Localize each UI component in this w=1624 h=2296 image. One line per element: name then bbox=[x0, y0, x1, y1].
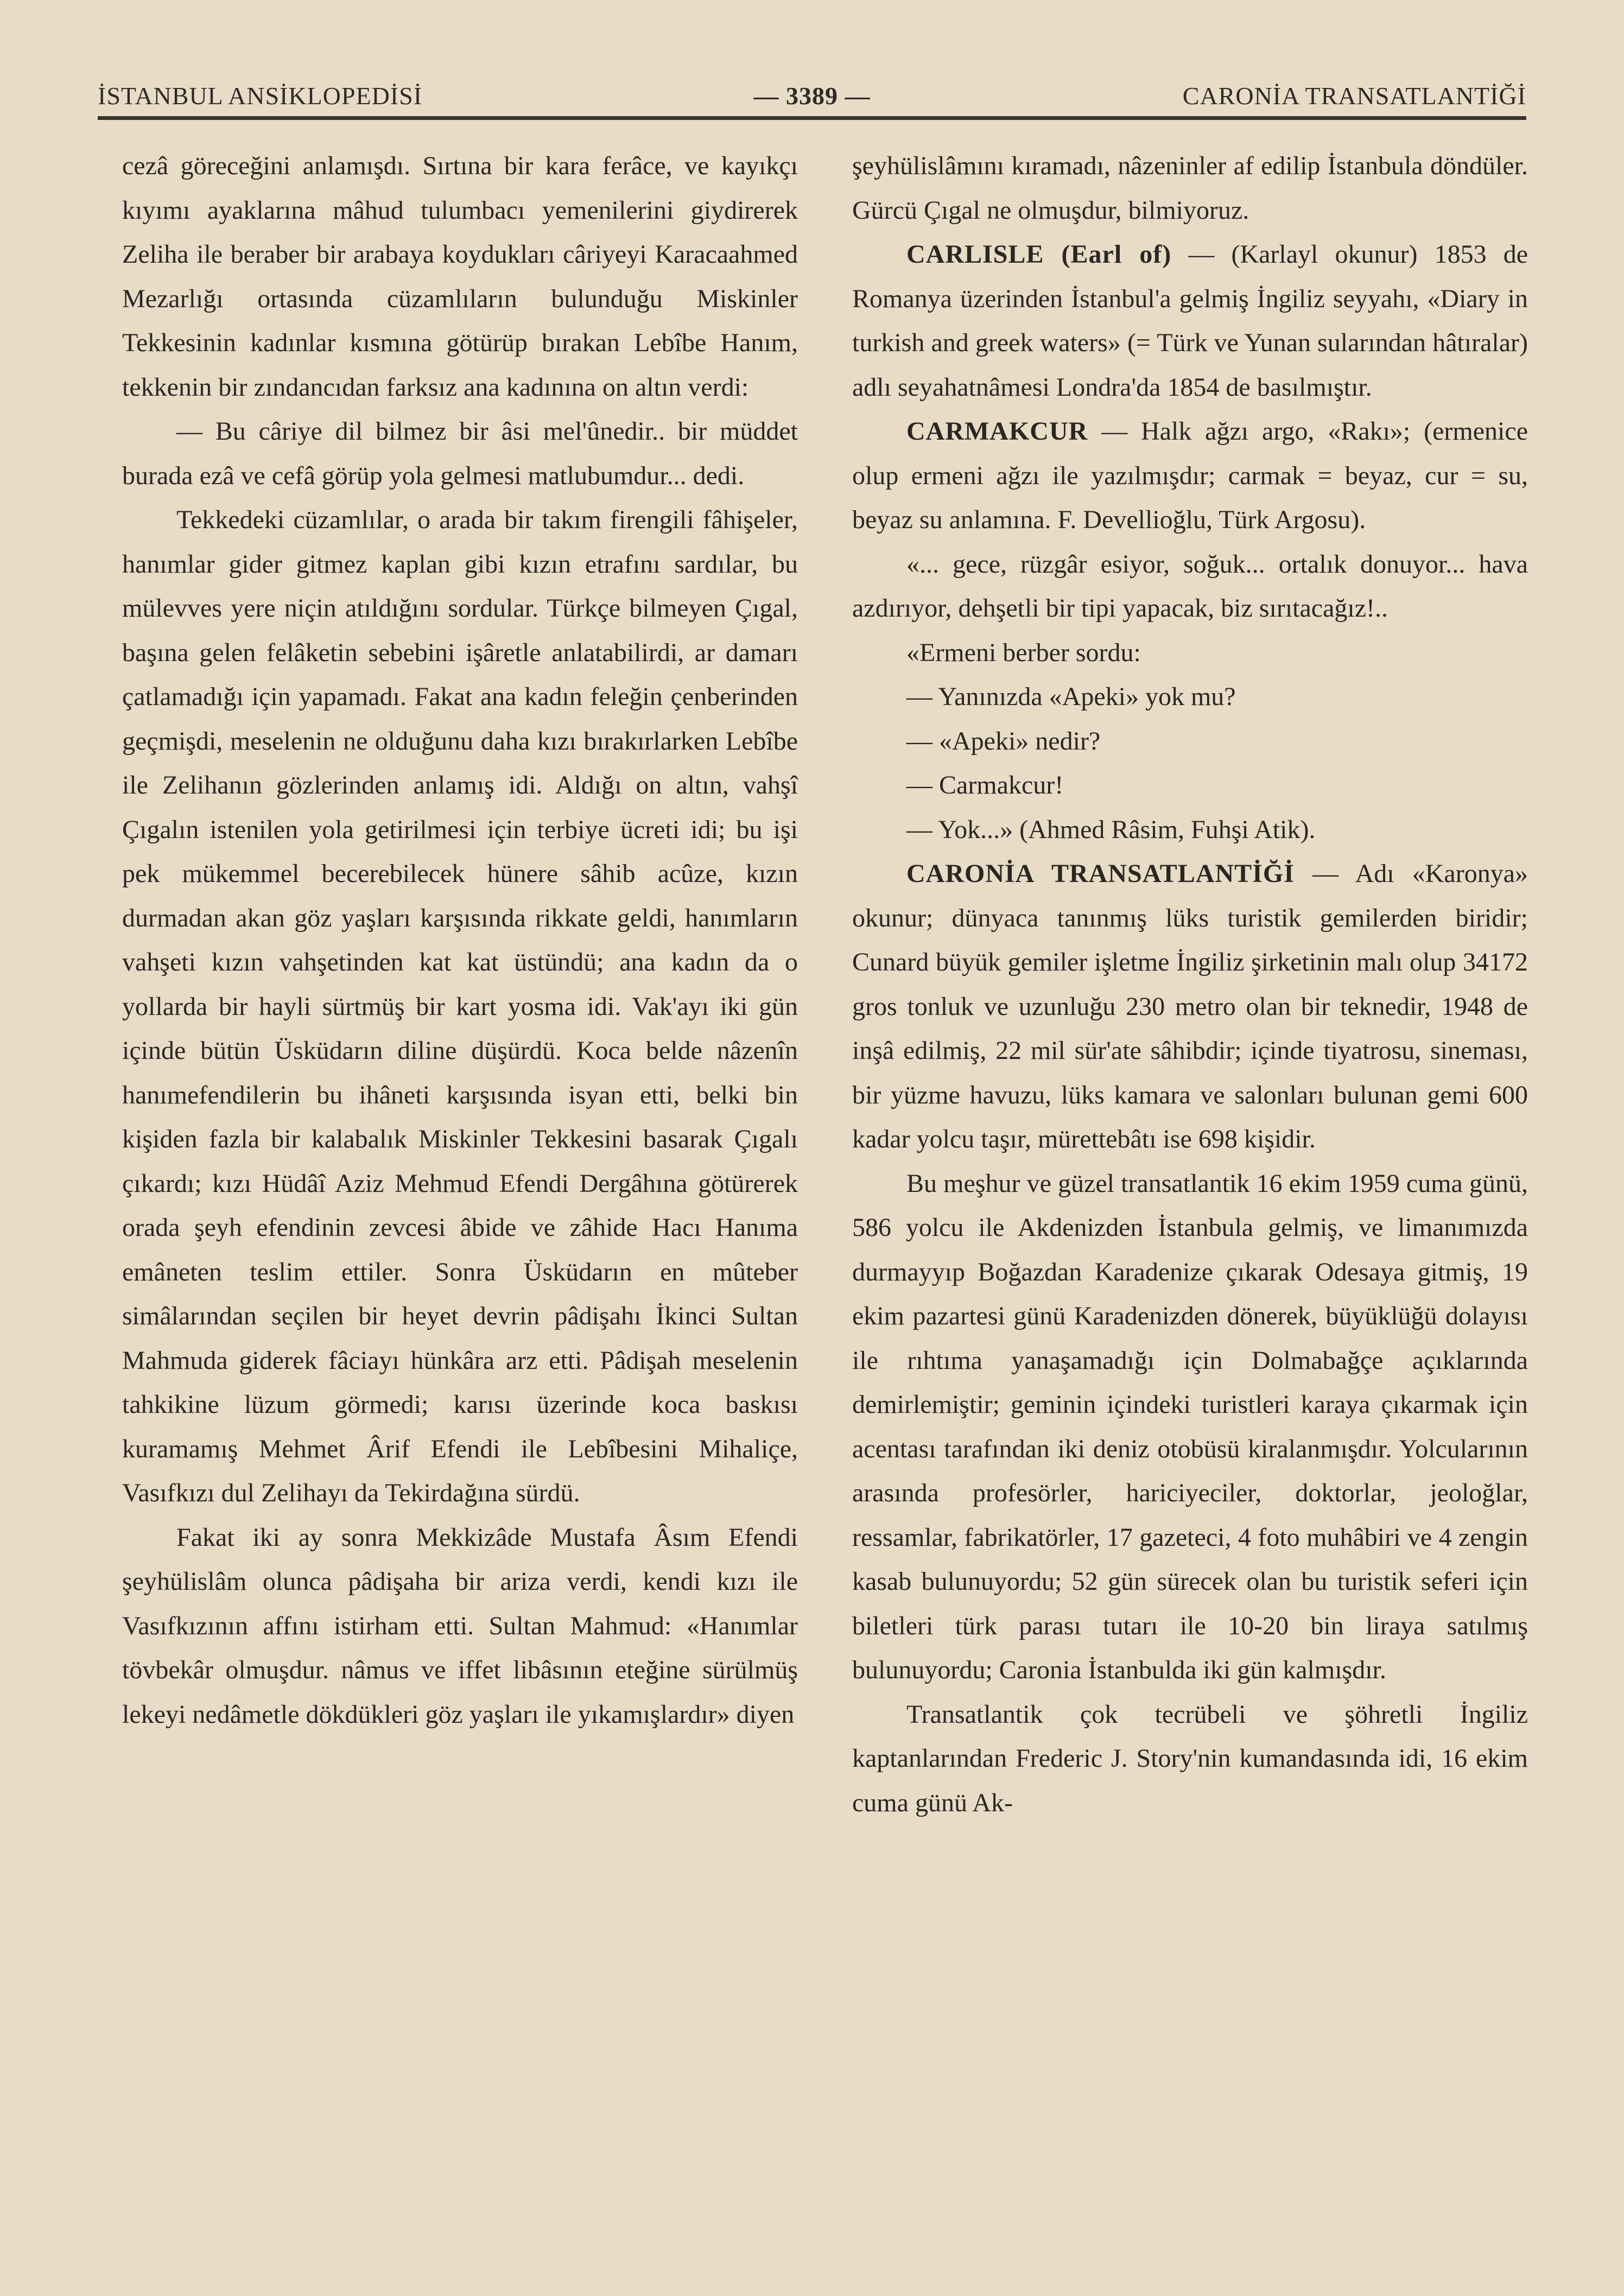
header-entry-title: CARONİA TRANSATLANTİĞİ bbox=[1182, 82, 1526, 110]
entry-body: — Halk ağzı argo, «Rakı»; (ermenice olup ermeni ağzı ile yazılmışdır; carmak = beyaz, cur = su, beyaz su anlamına. F. Devellioğlu, Türk Argosu). bbox=[852, 417, 1528, 534]
quote-line: — Yok...» (Ahmed Râsim, Fuhşi Atik). bbox=[906, 815, 1316, 844]
entry-headword: CARONİA TRANSATLANTİĞİ bbox=[906, 859, 1295, 888]
paragraph: Fakat iki ay sonra Mekkizâde Mustafa Âsım Efendi şeyhülislâm olunca pâdişaha bir ariza verdi, kendi kızı ile Vasıfkızının affını istirham etti. Sultan Mahmud: «Hanımlar tövbekâr olmuşdur. nâmus ve iffet libâsının eteğine sürülmüş lekeyi nedâmetle dökdükleri göz yaşları ile yıkamışlardır» diyen bbox=[122, 1523, 798, 1729]
entry-caronia bbox=[852, 852, 1528, 1162]
entry-headword: CARLISLE (Earl of) bbox=[906, 240, 1172, 269]
quote-line: «... gece, rüzgâr esiyor, soğuk... ortalık donuyor... hava azdırıyor, dehşetli bir tipi yapacak, biz sırıtacağız!.. bbox=[852, 549, 1528, 623]
running-header bbox=[98, 71, 1526, 119]
paragraph: şeyhülislâmını kıramadı, nâzeninler af edilip İstanbula döndüler. Gürcü Çıgal ne olmuşdur, bilmiyoruz. bbox=[852, 151, 1528, 225]
dialogue-line: — Bu câriye dil bilmez bir âsi mel'ûnedir.. bir müddet burada ezâ ve cefâ görüp yola gelmesi matlubumdur... dedi. bbox=[122, 417, 798, 490]
entry-body: — Adı «Karonya» okunur; dünyaca tanınmış lüks turistik gemilerden biridir; Cunard büyük gemiler işletme İngiliz şirketinin malı olup 34172 gros tonluk ve uzunluğu 230 metro olan bir teknedir, 1948 de inşâ edilmiş, 22 mil sür'ate sâhibdir; içinde tiyatrosu, sineması, bir yüzme havuzu, lüks kamara ve salonları bulunan gemi 600 kadar yolcu taşır, mürettebâtı ise 698 kişidir. bbox=[852, 859, 1528, 1153]
entry-carlisle bbox=[852, 232, 1528, 409]
quote-line: — «Apeki» nedir? bbox=[906, 726, 1101, 756]
paragraph: Tekkedeki cüzamlılar, o arada bir takım firengili fâhişeler, hanımlar gider gitmez kaplan gibi kızın etrafını sardılar, bu mülevves yere niçin atıldığını sordular. Türkçe bilmeyen Çıgal, başına gelen felâketin sebebini işâretle anlatabilirdi, ar damarı çatlamadığı için yapamadı. Fakat ana kadın feleğin çenberinden geçmişdi, meselenin ne olduğunu daha kızı bırakırlarken Lebîbe ile Zelihanın gözlerinden anlamış idi. Aldığı on altın, vahşî Çıgalın istenilen yola getirilmesi için terbiye ücreti idi; bu işi pek mükemmel becerebilecek hünere sâhib acûze, kızın durmadan akan göz yaşları karşısında rikkate geldi, hanımların vahşeti kızın vahşetinden kat kat üstündü; ana kadın da o yollarda bir hayli sürtmüş bir kart yosma idi. Vak'ayı iki gün içinde bütün Üsküdarın diline düşürdü. Koca belde nâzenîn hanımefendilerin bu ihâneti karşısında isyan etti, belki bin kişiden fazla bir kalabalık Miskinler Tekkesini basarak Çıgalı çıkardı; kızı Hüdâî Aziz Mehmud Efendi Dergâhına götürerek orada şeyh efendinin zevcesi âbide ve zâhide Hacı Hanıma emâneten teslim ettiler. Sonra Üsküdarın en mûteber simâlarından seçilen bir heyet devrin pâdişahı İkinci Sultan Mahmuda giderek fâciayı hünkâra arz etti. Pâdişah meselenin tahkikine lüzum görmedi; karısı üzerinde koca baskısı kuramamış Mehmet Ârif Efendi ile Lebîbesini Mihaliçe, Vasıfkızı dul Zelihayı da Tekirdağına sürdü. bbox=[122, 505, 798, 1507]
entry-body: — (Karlayl okunur) 1853 de Romanya üzerinden İstanbul'a gelmiş İngiliz seyyahı, «Diary in turkish and greek waters» (= Türk ve Yunan sularından hâtıralar) adlı seyahatnâmesi Londra'da 1854 de basılmıştır. bbox=[852, 240, 1528, 402]
entry-carmakcur bbox=[852, 409, 1528, 542]
header-publication-title: İSTANBUL ANSİKLOPEDİSİ bbox=[98, 82, 423, 110]
right-column bbox=[852, 144, 1528, 1825]
page-number: — 3389 — bbox=[753, 82, 871, 110]
paragraph: Transatlantik çok tecrübeli ve şöhretli İngiliz kaptanlarından Frederic J. Story'nin kumandasında idi, 16 ekim cuma günü Ak- bbox=[852, 1699, 1528, 1817]
entry-headword: CARMAKCUR bbox=[906, 417, 1088, 446]
quote-line: «Ermeni berber sordu: bbox=[906, 638, 1141, 667]
paragraph: cezâ göreceğini anlamışdı. Sırtına bir kara ferâce, ve kayıkçı kıyımı ayaklarına mâhud tulumbacı yemenilerini giydirerek Zeliha ile beraber bir arabaya koydukları câriyeyi Karacaahmed Mezarlığı ortasında cüzamlıların bulunduğu Miskinler Tekkesinin kadınlar kısmına götürüp bırakan Lebîbe Hanım, tekkenin bir zındancıdan farksız ana kadınına on altın verdi: bbox=[122, 151, 798, 402]
quote-line: — Carmakcur! bbox=[906, 771, 1064, 800]
left-column bbox=[122, 144, 798, 1736]
paragraph: Bu meşhur ve güzel transatlantik 16 ekim 1959 cuma günü, 586 yolcu ile Akdenizden İstanbula gelmiş, ve limanımızda durmayyıp Boğazdan Karadenize çıkarak Odesaya gitmiş, 19 ekim pazartesi günü Karadenizden dönerek, büyüklüğü dolayısı ile rıhtıma yanaşamadığı için Dolmabağçe açıklarında demirlemiştir; geminin içindeki turistleri karaya çıkarmak için acentası tarafından iki deniz otobüsü kiralanmışdır. Yolcularının arasında profesörler, hariciyeciler, doktorlar, jeoloğlar, ressamlar, fabrikatörler, 17 gazeteci, 4 foto muhâbiri ve 4 zengin kasab bulunuyordu; 52 gün sürecek olan bu turistik seferi için biletleri türk parası tutarı ile 10-20 bin liraya satılmış bulunuyordu; Caronia İstanbulda iki gün kalmışdır. bbox=[852, 1169, 1528, 1684]
quote-line: — Yanınızda «Apeki» yok mu? bbox=[906, 682, 1236, 711]
header-rule bbox=[98, 116, 1526, 120]
